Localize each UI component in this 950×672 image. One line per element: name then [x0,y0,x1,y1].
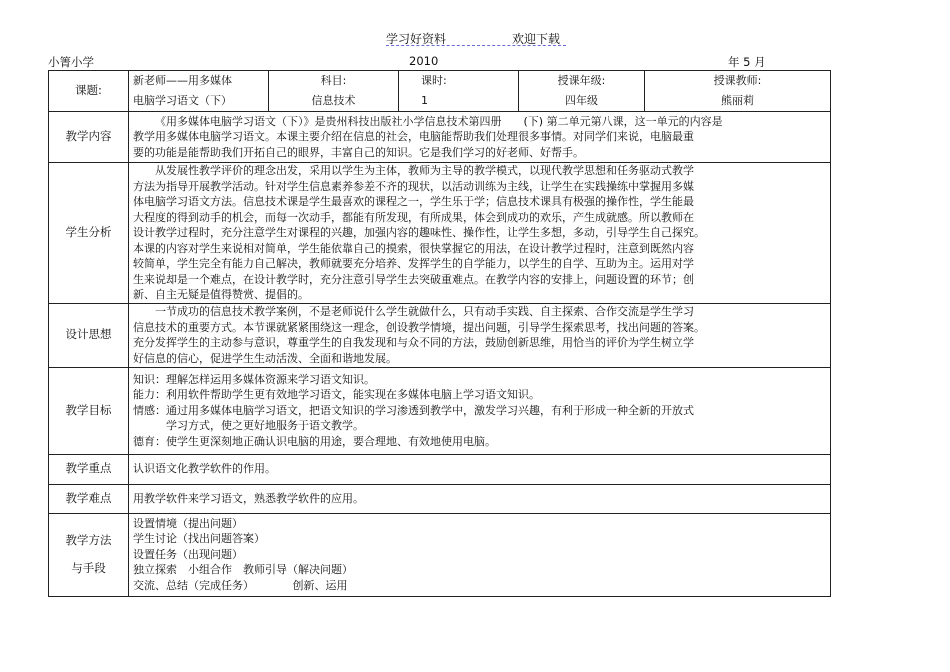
goals-line: 德育：使学生更深刻地正确认识电脑的用途，要合理地、有效地使用电脑。 [133,434,496,448]
teacher-label: 授课教师: [713,74,762,88]
row-goals [49,367,831,454]
methods-label [49,513,129,596]
students-line: 方法为指导开展教学活动。针对学生信息素养参差不齐的现状，以活动训练为主线，让学生在实践操练中掌握用多媒 [133,179,694,193]
row-design [49,303,831,367]
header-right-text: 欢迎下载 [512,32,561,46]
students-line: 生来说却是一个难点，在设计教学时，充分注意引导学生去突破重难点。在教学内容的安排上，问题设置的环节；创 [133,272,694,286]
topic-line1: 新老师——用多媒体 [133,74,232,88]
students-line: 设计教学过程时，充分注意学生对课程的兴趣，加强内容的趣味性、操作性，让学生多想，多动，引导学生自己探究。 [133,226,705,239]
goals-line: 能力：利用软件帮助学生更有效地学习语文，能实现在多媒体电脑上学习语文知识。 [133,388,540,402]
teacher-value: 熊丽莉 [721,94,754,108]
school-name: 小箐小学 [48,55,94,69]
methods-line: 设置情境（提出问题） [133,516,243,530]
content-label: 教学内容 [49,112,129,163]
design-label: 设计思想 [49,303,129,367]
methods-label-line2: 与手段 [71,560,106,575]
header-left-text: 学习好资料 [386,32,447,46]
goals-text [129,367,831,454]
difficult-text: 用教学软件来学习语文，熟悉教学软件的应用。 [129,484,831,513]
page-header [0,30,950,48]
goals-line: 情感：通过用多媒体电脑学习语文，把语文知识的学习渗透到教学中，激发学习兴趣，有利于形成一种全新的开放式 [133,403,694,417]
students-line: 较简单，学生完全有能力自己解决，教师就要充分培养、发挥学生的自学能力，以学生的自学、互助为主。运用对学 [133,257,694,270]
methods-line: 交流、总结（完成任务） 创新、运用 [133,578,348,592]
hours-label: 课时: [421,74,447,88]
topic-label: 课题: [49,71,129,112]
topic-cell [129,71,269,112]
grade-value: 四年级 [565,94,598,108]
meta-line [0,54,950,70]
subject-label: 科目: [320,74,347,88]
content-line: 教学用多媒体电脑学习语文。本课主要介绍在信息的社会，电脑能帮助我们处理很多事情。对同学们来说，电脑最重 [133,130,694,144]
goals-line: 学习方式，使之更好地服务于语文教学。 [133,419,364,433]
design-line: 信息技术的重要方式。本节课就紧紧围绕这一理念，创设教学情境，提出问题，引导学生探索思考，找出问题的答案。 [133,320,705,334]
row-methods [49,513,831,596]
row-content [49,112,831,163]
subject-value: 信息技术 [311,94,356,108]
students-line: 体电脑学习语文方法。信息技术课是学生最喜欢的课程之一，学生乐于学；信息技术课具有极强的操作性，学生能最 [133,195,694,208]
row-topic [49,71,831,112]
design-line: 一节成功的信息技术教学案例，不是老师说什么学生就做什么，只有动手实践、自主探索、合作交流是学生学习 [155,305,694,318]
teacher-cell [645,71,831,112]
row-key [49,454,831,484]
topic-line2: 电脑学习语文（下） [133,94,232,108]
design-line: 好信息的信心，促进学生生动活泼、全面和谐地发展。 [133,351,397,365]
goals-line: 知识：理解怎样运用多媒体资源来学习语文知识。 [133,372,375,386]
key-text: 认识语文化教学软件的作用。 [129,454,831,484]
key-label: 教学重点 [49,454,129,484]
students-line: 从发展性教学评价的理念出发，采用以学生为主体，教师为主导的教学模式，以现代教学思想和任务驱动式教学 [155,164,694,177]
students-line: 大程度的得到动手的机会，而每一次动手，都能有所发现，有所成果，体会到成功的欢乐，产生成就感。所以教师在 [133,210,694,224]
content-line: 要的功能是能帮助我们开拓自己的眼界，丰富自己的知识。它是我们学习的好老师、好帮手。 [133,145,584,159]
lesson-plan-table [48,70,831,597]
methods-line: 独立探索 小组合作 教师引导（解决问题） [133,563,353,577]
design-line: 充分发挥学生的主动参与意识，尊重学生的自我发现和与众不同的方法，鼓励创新思维，用恰当的评价为学生树立学 [133,336,694,349]
methods-label-line1: 教学方法 [65,533,112,547]
grade-cell [519,71,645,112]
hours-value: 1 [421,94,428,108]
header-underline [386,45,566,46]
methods-line: 设置任务（出现问题） [133,547,243,561]
students-line: 本课的内容对学生来说相对简单，学生能依靠自己的摸索，很快掌握它的用法，在设计教学过程时，注意到既然内容 [133,241,694,255]
goals-label: 教学目标 [49,367,129,454]
subject-cell [269,71,399,112]
students-text [129,163,831,304]
grade-label: 授课年级: [557,74,606,88]
month: 年 5 月 [728,55,766,69]
content-line: 《用多媒体电脑学习语文（下）》是贵州科技出版社小学信息技术第四册 (下) 第二单元第八课，这一单元的内容是 [155,114,723,128]
design-text [129,303,831,367]
students-line: 新、自主无疑是值得赞赏、提倡的。 [133,288,309,301]
students-label: 学生分析 [49,163,129,304]
row-students [49,163,831,304]
year: 2010 [409,54,439,68]
row-difficult [49,484,831,513]
methods-line: 学生讨论（找出问题答案） [133,532,265,546]
hours-cell [399,71,519,112]
difficult-label: 教学难点 [49,484,129,513]
methods-text [129,513,831,596]
content-text [129,112,831,163]
